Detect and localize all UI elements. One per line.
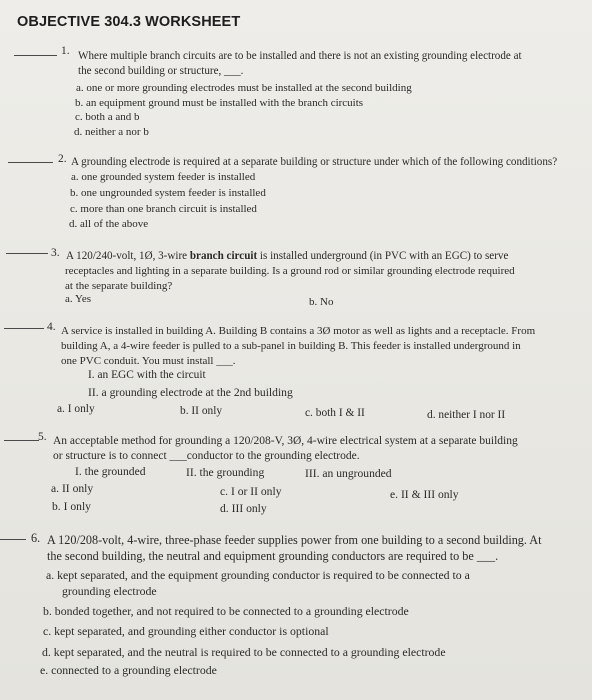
q6-option-d[interactable]: d. kept separated, and the neutral is required to be connected to a grounding electrode bbox=[42, 645, 446, 659]
q3-stem-bold: branch circuit bbox=[189, 250, 258, 262]
q2-option-a[interactable]: a. one grounded system feeder is installed bbox=[71, 171, 256, 183]
q4-option-b[interactable]: b. II only bbox=[180, 405, 223, 417]
q4-stem-line1: A service is installed in building A. Building B contains a 3Ø motor as well as lights and a receptacle. From bbox=[61, 325, 536, 337]
q5-statement-i: I. the grounded bbox=[75, 465, 146, 478]
q6-option-c[interactable]: c. kept separated, and grounding either conductor is optional bbox=[43, 624, 329, 638]
answer-blank-q6[interactable] bbox=[0, 539, 26, 540]
q5-stem-line2: or structure is to connect ___conductor to the grounding electrode. bbox=[53, 450, 360, 462]
q2-number: 2. bbox=[58, 153, 67, 165]
q4-statement-ii: II. a grounding electrode at the 2nd building bbox=[88, 386, 293, 399]
q1-number: 1. bbox=[61, 45, 70, 57]
q1-stem-line1: Where multiple branch circuits are to be installed and there is not an existing grounding electrode at bbox=[78, 50, 522, 62]
q4-stem-line3: one PVC conduit. You must install ___. bbox=[61, 355, 236, 367]
q5-option-d[interactable]: d. III only bbox=[220, 502, 267, 515]
answer-blank-q1[interactable] bbox=[14, 55, 57, 56]
q4-number: 4. bbox=[47, 321, 56, 333]
q6-option-a[interactable]: a. kept separated, and the equipment grounding conductor is required to be connected to a bbox=[46, 568, 470, 582]
q3-option-a[interactable]: a. Yes bbox=[65, 293, 91, 305]
q1-option-a[interactable]: a. one or more grounding electrodes must be installed at the second building bbox=[76, 82, 412, 94]
q6-option-e[interactable]: e. connected to a grounding electrode bbox=[40, 663, 217, 677]
q3-stem-text-b: is installed underground (in PVC with an EGC) to serve bbox=[257, 250, 509, 262]
q2-option-d[interactable]: d. all of the above bbox=[69, 218, 149, 230]
q5-statement-iii: III. an ungrounded bbox=[305, 467, 392, 480]
q3-stem-line3: at the separate building? bbox=[65, 280, 173, 292]
q3-stem-text-a: A 120/240-volt, 1Ø, 3-wire bbox=[66, 250, 190, 262]
answer-blank-q5[interactable] bbox=[4, 440, 39, 441]
q1-option-d[interactable]: d. neither a nor b bbox=[74, 126, 149, 138]
q4-statement-i: I. an EGC with the circuit bbox=[88, 369, 206, 381]
q3-number: 3. bbox=[51, 247, 60, 259]
q4-option-c[interactable]: c. both I & II bbox=[305, 407, 365, 419]
q5-option-a[interactable]: a. II only bbox=[51, 482, 94, 495]
q1-option-c[interactable]: c. both a and b bbox=[75, 111, 140, 123]
q1-stem-line2: the second building or structure, ___. bbox=[78, 65, 244, 77]
page-title: OBJECTIVE 304.3 WORKSHEET bbox=[17, 14, 241, 30]
q3-option-b[interactable]: b. No bbox=[309, 296, 334, 308]
q5-option-b[interactable]: b. I only bbox=[52, 500, 91, 513]
q3-stem-line1 bbox=[66, 249, 508, 263]
answer-blank-q2[interactable] bbox=[8, 162, 53, 163]
q4-option-a[interactable]: a. I only bbox=[57, 403, 95, 415]
q6-option-a-continued: grounding electrode bbox=[62, 584, 157, 598]
q5-number: 5. bbox=[38, 431, 47, 443]
q6-option-b[interactable]: b. bonded together, and not required to be connected to a grounding electrode bbox=[43, 604, 409, 618]
q3-stem-line2: receptacles and lighting in a separate building. Is a ground rod or similar grounding electrode required bbox=[65, 265, 515, 277]
q6-number: 6. bbox=[31, 531, 41, 545]
q5-option-c[interactable]: c. I or II only bbox=[220, 485, 282, 498]
q1-option-b[interactable]: b. an equipment ground must be installed with the branch circuits bbox=[75, 97, 364, 109]
q5-statement-ii: II. the grounding bbox=[186, 466, 265, 479]
answer-blank-q4[interactable] bbox=[4, 328, 44, 329]
q2-stem-line1: A grounding electrode is required at a separate building or structure under which of the following conditions? bbox=[71, 156, 558, 168]
q6-stem-line2: the second building, the neutral and equipment grounding conductors are required to be ___. bbox=[47, 549, 499, 563]
q2-option-c[interactable]: c. more than one branch circuit is installed bbox=[70, 203, 257, 215]
q2-option-b[interactable]: b. one ungrounded system feeder is installed bbox=[70, 187, 266, 199]
answer-blank-q3[interactable] bbox=[6, 253, 48, 254]
q5-stem-line1: An acceptable method for grounding a 120/208-V, 3Ø, 4-wire electrical system at a separate building bbox=[53, 435, 518, 447]
q4-option-d[interactable]: d. neither I nor II bbox=[427, 409, 506, 421]
q5-option-e[interactable]: e. II & III only bbox=[390, 488, 459, 501]
q4-stem-line2: building A, a 4-wire feeder is pulled to a sub-panel in building B. This feeder is installed underground in bbox=[61, 340, 521, 352]
q6-stem-line1: A 120/208-volt, 4-wire, three-phase feeder supplies power from one building to a second building. At bbox=[47, 533, 542, 547]
